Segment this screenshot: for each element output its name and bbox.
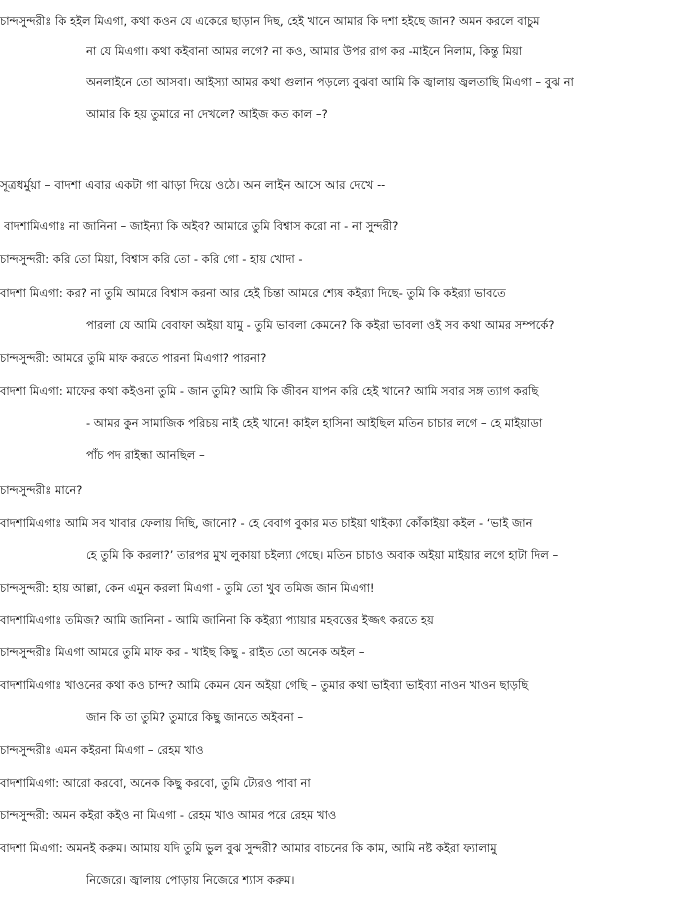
stage-direction: সূত্রধর্মুয়া – বাদশা এবার একটা গা ঝাড়া দিয়ে ওঠে। অন লাইন আসে আর দেখে -- xyxy=(0,178,386,192)
dialogue-line: বাদশামিএগাঃ তমিজ? আমি জানিনা - আমি জানিনা কি কইর‍্যা প্যায়ার মহবত্তের ইজ্জৎ করতে হয় xyxy=(0,613,434,627)
dialogue-line: পারলা যে আমি বেবাফা অইয়া যামু - তুমি ভাবলা কেমনে? কি কইরা ভাবলা ওই সব কথা আমর সম্পর্কে? xyxy=(86,318,555,332)
dialogue-line: না যে মিএগা। কথা কইবানা আমর লগে? না কও, আমার উপর রাগ কর -মাইনে নিলাম, কিন্তু মিয়া xyxy=(86,44,523,58)
dialogue-line: বাদশামিএগাঃ খাওনের কথা কও চান্দ? আমি কেমন যেন অইয়া গেছি – তুমার কথা ভাইব্যা ভাইব্যা নাওন খাওন ছাড়ছি xyxy=(0,678,529,692)
dialogue-line: পাঁচ পদ রাইন্ধা আনছিল – xyxy=(86,448,205,462)
dialogue-line: - আমর কুন সামাজিক পরিচয় নাই হেই খানে! কাইল হাসিনা আইছিল মতিন চাচার লগে – হে মাইয়াডা xyxy=(86,416,543,430)
dialogue-line: বাদশামিএগাঃ আমি সব খাবার ফেলায় দিছি, জানো? - হে বেবাগ বুকার মত চাইয়া থাইক্যা কোঁকাইয়া কইল - ‘ভাই জান xyxy=(0,516,533,530)
dialogue-line: চান্দসুন্দরীঃ কি হইল মিএগা, কথা কওন যে একেরে ছাড়ান দিছ, হেই খানে আমার কি দশা হইছে জান? অমন করলে বাচুম xyxy=(0,14,540,28)
dialogue-line: চান্দসুন্দরী: আমরে তুমি মাফ করতে পারনা মিএগা? পারনা? xyxy=(0,351,267,365)
dialogue-line: চান্দসুন্দরীঃ মিএগা আমরে তুমি মাফ কর - খাইছ কিছু - রাইত তো অনেক অইল – xyxy=(0,645,365,659)
dialogue-line: চান্দসুন্দরী: করি তো মিয়া, বিশ্বাস করি তো - করি গো - হায় খোদা - xyxy=(0,252,303,266)
dialogue-line: বাদশা মিএগা: কর? না তুমি আমরে বিশ্বাস করনা আর হেই চিন্তা আমরে শ্যেষ কইর‍্যা দিছে- তুমি কি কইর‍্যা ভাবতে xyxy=(0,286,506,300)
dialogue-line: জান কি তা তুমি? তুমারে কিছু জানতে অইবনা – xyxy=(86,710,304,724)
dialogue-line: আমার কি হয় তুমারে না দেখলে? আইজ কত কাল –? xyxy=(86,107,328,121)
dialogue-line: বাদশামিএগা: আরো করবো, অনেক কিছু করবো, তুমি ট্যেরও পাবা না xyxy=(0,776,311,790)
dialogue-line: বাদশামিএগাঃ না জানিনা – জাইন্যা কি অইব? আমারে তুমি বিশ্বাস করো না - না সুন্দরী? xyxy=(4,219,399,233)
dialogue-line: চান্দসুন্দরীঃ মানে? xyxy=(0,483,83,497)
dialogue-line: হে তুমি কি করলা?’ তারপর মুখ লুকায়া চইল্যা গেছে। মতিন চাচাও অবাক অইয়া মাইয়ার লগে হাটা দিল – xyxy=(86,548,559,562)
dialogue-line: চান্দসুন্দরীঃ এমন কইরনা মিএগা – রেহম খাও xyxy=(0,743,204,757)
dialogue-line: বাদশা মিএগা: মাফের কথা কইওনা তুমি - জান তুমি? আমি কি জীবন যাপন করি হেই খানে? আমি সবার সঙ্গ ত্যাগ করছি xyxy=(0,384,539,398)
dialogue-line: চান্দসুন্দরী: অমন কইরা কইও না মিএগা - রেহম খাও আমর পরে রেহম খাও xyxy=(0,808,337,822)
dialogue-line: নিজেরে। জ্বালায় পোড়ায় নিজেরে শ্যাস করুম। xyxy=(86,873,295,887)
dialogue-line: চান্দসুন্দরী: হায় আল্লা, কেন এমুন করলা মিএগা - তুমি তো খুব তমিজ জান মিএগা! xyxy=(0,581,375,595)
dialogue-line: বাদশা মিএগা: অমনই করুম। আমায় যদি তুমি ভুল বুঝ সুন্দরী? আমার বাচনের কি কাম, আমি নষ্ট কইরা ফ্যালামু xyxy=(0,841,497,855)
dialogue-line: অনলাইনে তো আসবা। আইস্যা আমর কথা গুলান পড়ল্যে বুঝবা আমি কি জ্বালায় জ্বলতাছি মিএগা – বুঝ না xyxy=(86,75,574,89)
